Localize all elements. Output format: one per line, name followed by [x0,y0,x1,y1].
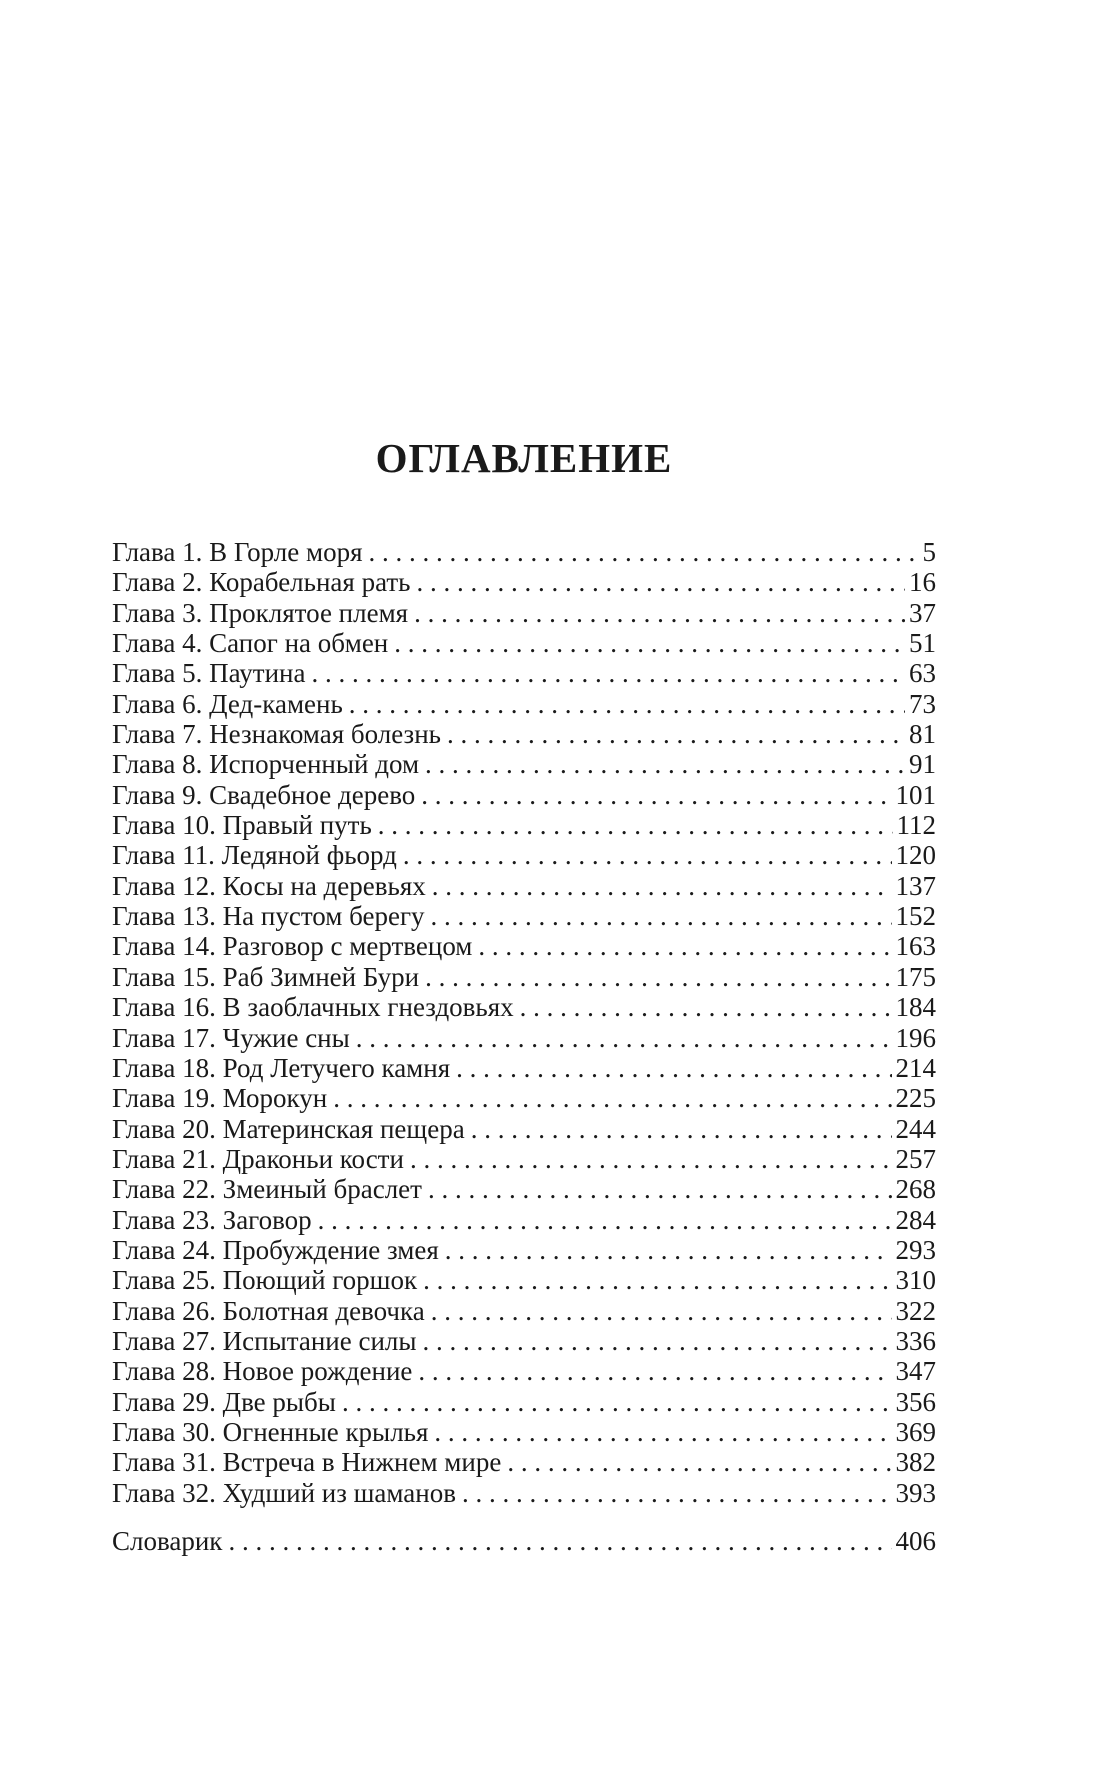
toc-entry-label: Глава 3. Проклятое племя [112,597,409,628]
toc-entry-chapter-31[interactable] [112,1447,936,1477]
toc-entry-chapter-32[interactable] [112,1478,936,1508]
dot-leader [421,780,891,810]
toc-entry-label: Глава 5. Паутина [112,658,306,689]
toc-entry-label: Глава 1. В Горле моря [112,537,363,567]
toc-entry-label: Глава 28. Новое рождение [112,1356,413,1387]
toc-entry-page: 257 [895,1143,936,1174]
toc-entry-label: Глава 32. Худший из шаманов [112,1477,456,1508]
toc-entry-chapter-2[interactable] [112,567,936,597]
dot-leader [462,1478,892,1508]
toc-entry-chapter-20[interactable] [112,1114,936,1144]
toc-entry-page: 120 [895,840,936,871]
toc-entry-label: Глава 22. Змеиный браслет [112,1174,422,1205]
toc-entry-page: 175 [895,961,936,992]
toc-entry-label: Глава 29. Две рыбы [112,1386,336,1417]
toc-entry-label: Глава 17. Чужие сны [112,1022,350,1053]
toc-entry-label: Глава 27. Испытание силы [112,1325,417,1356]
toc-entry-label: Глава 8. Испорченный дом [112,749,420,780]
dot-leader [403,840,892,870]
dot-leader [418,1356,891,1386]
toc-entry-label: Глава 9. Свадебное дерево [112,779,416,810]
page-title: ОГЛАВЛЕНИЕ [375,435,673,481]
toc-entry-page: 184 [895,992,936,1023]
toc-entry-chapter-29[interactable] [112,1387,936,1417]
toc-entry-label: Глава 2. Корабельная рать [112,567,411,598]
toc-entry-label: Глава 7. Незнакомая болезнь [112,719,441,750]
dot-leader [445,1235,892,1265]
toc-entry-page: 163 [895,931,936,962]
toc-entry-label: Глава 4. Сапог на обмен [112,628,389,659]
toc-entry-chapter-17[interactable] [112,1023,936,1053]
dot-leader [378,810,893,840]
toc-entry-chapter-26[interactable] [112,1296,936,1326]
dot-leader [394,628,905,658]
dot-leader [434,1417,891,1447]
dot-leader [432,871,892,901]
toc-entry-chapter-5[interactable] [112,658,936,688]
dot-leader [414,598,905,628]
dot-leader [410,1144,892,1174]
toc-entry-chapter-24[interactable] [112,1235,936,1265]
toc-entry-page: 293 [895,1234,936,1265]
toc-entry-label: Глава 16. В заоблачных гнездовьях [112,992,514,1023]
toc-entry-glossary[interactable] [112,1526,936,1556]
toc-entry-label: Глава 21. Драконьи кости [112,1143,404,1174]
toc-entry-page: 244 [895,1113,936,1144]
toc-entry-chapter-23[interactable] [112,1205,936,1235]
dot-leader [431,1296,892,1326]
dot-leader [349,689,905,719]
toc-entry-page: 152 [895,901,936,932]
dot-leader [342,1387,892,1417]
toc-entry-chapter-6[interactable] [112,689,936,719]
toc-entry-chapter-8[interactable] [112,749,936,779]
toc-entry-page: 37 [909,597,936,628]
dot-leader [416,567,905,597]
toc-entry-label: Глава 31. Встреча в Нижнем мире [112,1447,502,1478]
toc-entry-page: 347 [895,1356,936,1387]
toc-entry-page: 5 [922,537,936,567]
toc-entry-chapter-9[interactable] [112,780,936,810]
toc-entry-label: Глава 24. Пробуждение змея [112,1234,439,1265]
toc-entry-page: 369 [895,1416,936,1447]
dot-leader [425,962,891,992]
toc-entry-label: Глава 20. Материнская пещера [112,1113,465,1144]
dot-leader [333,1083,891,1113]
dot-leader [478,931,891,961]
toc-entry-page: 382 [895,1447,936,1478]
dot-leader [318,1205,892,1235]
toc-entry-chapter-25[interactable] [112,1265,936,1295]
toc-entry-label: Глава 19. Морокун [112,1083,328,1114]
toc-entry-chapter-12[interactable] [112,871,936,901]
toc-entry-chapter-18[interactable] [112,1053,936,1083]
dot-leader [425,749,905,779]
toc-entry-chapter-30[interactable] [112,1417,936,1447]
toc-entry-chapter-19[interactable] [112,1083,936,1113]
toc-entry-page: 225 [895,1083,936,1114]
dot-leader [471,1114,892,1144]
toc-entry-label: Глава 11. Ледяной фьорд [112,840,397,871]
toc-entry-label: Глава 10. Правый путь [112,810,372,841]
dot-leader [423,1265,891,1295]
toc-entry-label: Глава 13. На пустом берегу [112,901,425,932]
toc-entry-page: 310 [895,1265,936,1296]
toc-entry-label: Глава 14. Разговор с мертвецом [112,931,473,962]
toc-entry-page: 63 [909,658,936,689]
dot-leader [311,658,905,688]
toc-entry-chapter-1[interactable] [112,537,936,567]
dot-leader [447,719,905,749]
toc-entry-chapter-28[interactable] [112,1356,936,1386]
toc-entry-page: 356 [895,1386,936,1417]
appendix-list [112,1526,936,1556]
toc-entry-label: Глава 23. Заговор [112,1204,312,1235]
toc-entry-label: Глава 15. Раб Зимней Бури [112,961,420,992]
toc-entry-page: 51 [909,628,936,659]
toc-entry-chapter-3[interactable] [112,598,936,628]
toc-entry-page: 16 [909,567,936,598]
toc-entry-page: 112 [896,810,936,841]
toc-entry-label: Словарик [112,1526,223,1556]
toc-entry-page: 101 [895,779,936,810]
dot-leader [507,1447,891,1477]
toc-entry-chapter-27[interactable] [112,1326,936,1356]
toc-entry-chapter-10[interactable] [112,810,936,840]
toc-entry-page: 214 [895,1052,936,1083]
toc-entry-label: Глава 12. Косы на деревьях [112,870,426,901]
toc-entry-label: Глава 30. Огненные крылья [112,1416,429,1447]
dot-leader [428,1174,892,1204]
toc-entry-page: 137 [895,870,936,901]
toc-entry-label: Глава 6. Дед-камень [112,688,343,719]
dot-leader [423,1326,892,1356]
toc-entry-page: 336 [895,1325,936,1356]
dot-leader [431,901,892,931]
toc-entry-chapter-11[interactable] [112,840,936,870]
toc-entry-page: 268 [895,1174,936,1205]
dot-leader [356,1023,892,1053]
dot-leader [520,992,892,1022]
dot-leader [228,1526,891,1556]
toc-entry-label: Глава 26. Болотная девочка [112,1295,425,1326]
toc-entry-page: 393 [895,1477,936,1508]
toc-entry-chapter-15[interactable] [112,962,936,992]
toc-entry-page: 81 [909,719,936,750]
toc-entry-chapter-4[interactable] [112,628,936,658]
toc-entry-chapter-13[interactable] [112,901,936,931]
toc-entry-label: Глава 25. Поющий горшок [112,1265,418,1296]
dot-leader [456,1053,891,1083]
toc-entry-chapter-14[interactable] [112,931,936,961]
toc-entry-label: Глава 18. Род Летучего камня [112,1052,451,1083]
toc-entry-page: 73 [909,688,936,719]
toc-entry-chapter-16[interactable] [112,992,936,1022]
toc-entry-page: 322 [895,1295,936,1326]
toc-entry-chapter-7[interactable] [112,719,936,749]
dot-leader [369,537,919,567]
toc-entry-page: 91 [909,749,936,780]
table-of-contents [112,537,936,1508]
toc-entry-chapter-22[interactable] [112,1174,936,1204]
toc-entry-chapter-21[interactable] [112,1144,936,1174]
toc-entry-page: 406 [895,1526,936,1556]
toc-entry-page: 284 [895,1204,936,1235]
toc-entry-page: 196 [895,1022,936,1053]
